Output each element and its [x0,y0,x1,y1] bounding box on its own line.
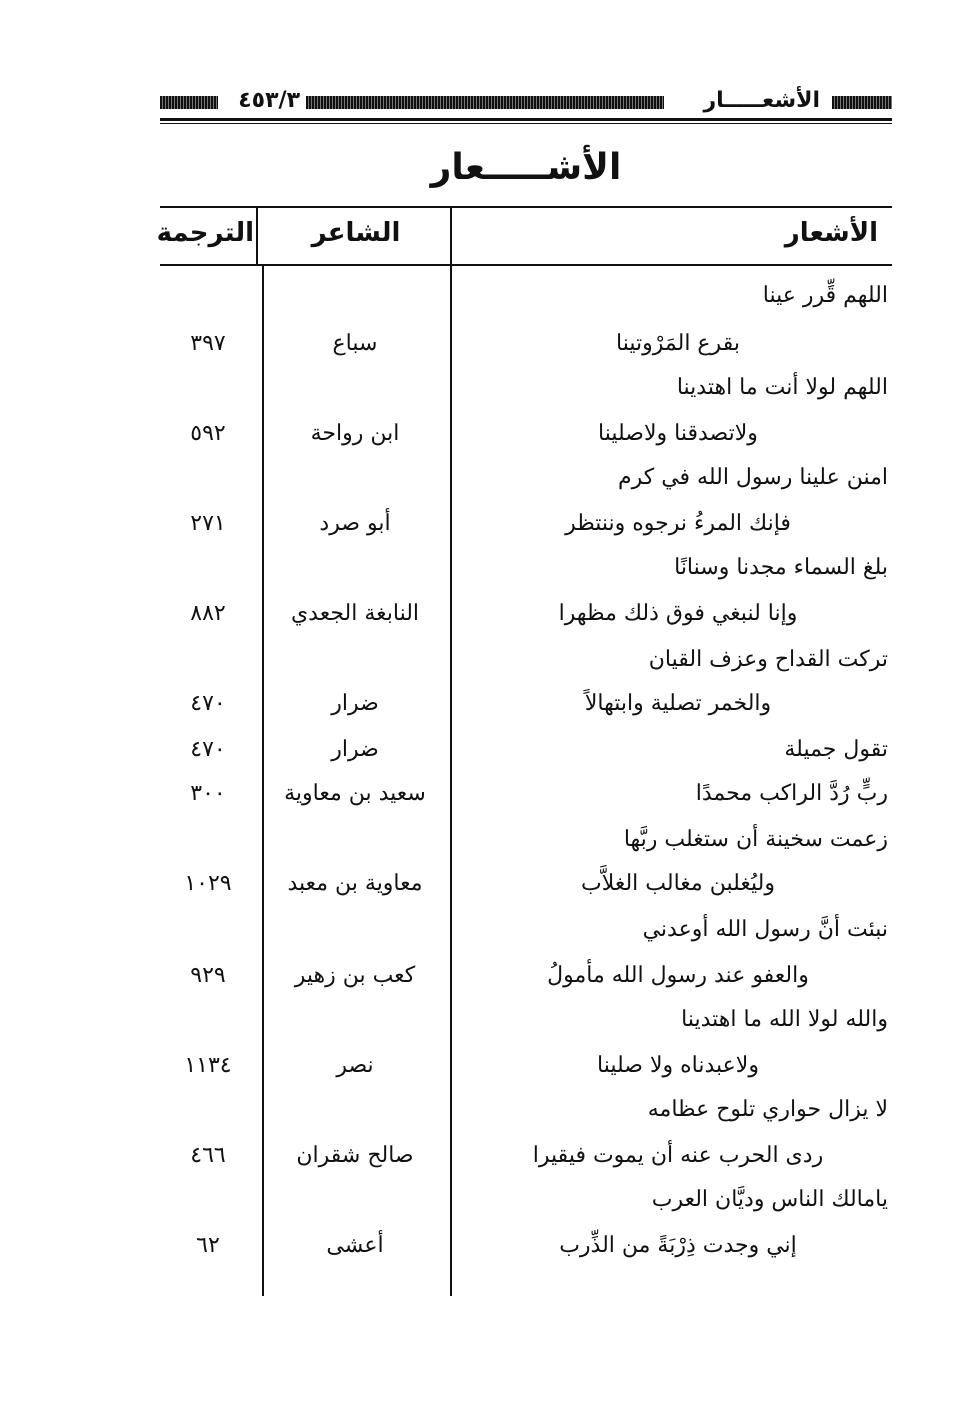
header-ornament-bar [160,96,218,109]
poet-name: سعيد بن معاوية [284,781,426,806]
poet-name: النابغة الجعدي [290,601,420,626]
column-divider [256,206,258,266]
running-header-section: الأشعـــــار [703,88,820,113]
poet-name: ضرار [331,737,379,762]
header-ornament-bar [306,96,664,109]
poet-name: كعب بن زهير [294,963,416,988]
verse-line: ردى الحرب عنه أن يموت فيقيرا [532,1143,824,1168]
verse-line: والعفو عند رسول الله مأمولُ [547,963,809,988]
verse-line: والخمر تصلية وابتهالاً [584,691,772,716]
verse-line: اللهم قِّرر عينا [762,283,888,308]
biography-ref: ٤٧٠ [190,691,226,716]
verse-line: إني وجدت ذِرْبَةً من الذِّرب [559,1233,797,1258]
header-rule-thin [160,123,892,124]
verse-line: تركت القداح وعزف القيان [648,647,888,672]
poet-name: أبو صرد [319,511,391,536]
column-header-verses: الأشعار [784,218,878,248]
poet-name: نصر [336,1053,374,1078]
verse-line: وإنا لنبغي فوق ذلك مظهرا [558,601,798,626]
biography-ref: ١١٣٤ [184,1053,232,1078]
verse-line: تقول جميلة [784,737,888,762]
verse-line: والله لولا الله ما اهتدينا [681,1007,888,1032]
verse-line: نبئت أنَّ رسول الله أوعدني [642,917,888,942]
column-header-ref: الترجمة [156,218,254,248]
biography-ref: ٣٩٧ [190,331,226,356]
verse-line: امنن علينا رسول الله في كرم [617,465,888,490]
verse-line: يامالك الناس وديَّان العرب [651,1187,888,1212]
verse-line: ولاعبدناه ولا صلينا [597,1053,759,1078]
column-divider [450,206,452,1296]
poet-name: أعشى [326,1233,384,1258]
biography-ref: ٦٢ [196,1233,220,1258]
biography-ref: ٨٨٢ [190,601,226,626]
biography-ref: ١٠٢٩ [184,871,232,896]
biography-ref: ٥٩٢ [190,421,226,446]
biography-ref: ٤٧٠ [190,737,226,762]
biography-ref: ٢٧١ [190,511,226,536]
verse-line: لا يزال حواري تلوح عظامه [647,1097,888,1122]
running-header-page-ref: ٤٥٣/٣ [238,88,300,113]
table-header-rule [160,264,892,266]
column-header-poet: الشاعر [311,218,401,248]
verse-line: وليُغلبن مغالب الغلاَّب [581,871,775,896]
verse-line: بقرع المَرْوتينا [616,331,740,356]
verse-line: اللهم لولا أنت ما اهتدينا [676,375,888,400]
verse-line: فإنك المرءُ نرجوه وننتظر [565,511,791,536]
biography-ref: ٣٠٠ [190,781,226,806]
verse-line: ولاتصدقنا ولاصلينا [598,421,758,446]
page-title: الأشـــــعار [430,147,622,188]
verse-line: ربٍّ رُدَّ الراكب محمدًا [695,781,888,806]
poet-name: ضرار [331,691,379,716]
poet-name: سباع [332,331,378,356]
verse-line: بلغ السماء مجدنا وسنانًا [674,555,888,580]
poet-name: صالح شقران [296,1143,414,1168]
header-rule [160,118,892,121]
verse-line: زعمت سخينة أن ستغلب ربَّها [623,827,888,852]
header-ornament-bar [832,96,892,109]
biography-ref: ٩٢٩ [190,963,226,988]
poet-name: معاوية بن معبد [287,871,423,896]
running-header [160,88,892,114]
biography-ref: ٤٦٦ [190,1143,226,1168]
poet-name: ابن رواحة [310,421,400,446]
